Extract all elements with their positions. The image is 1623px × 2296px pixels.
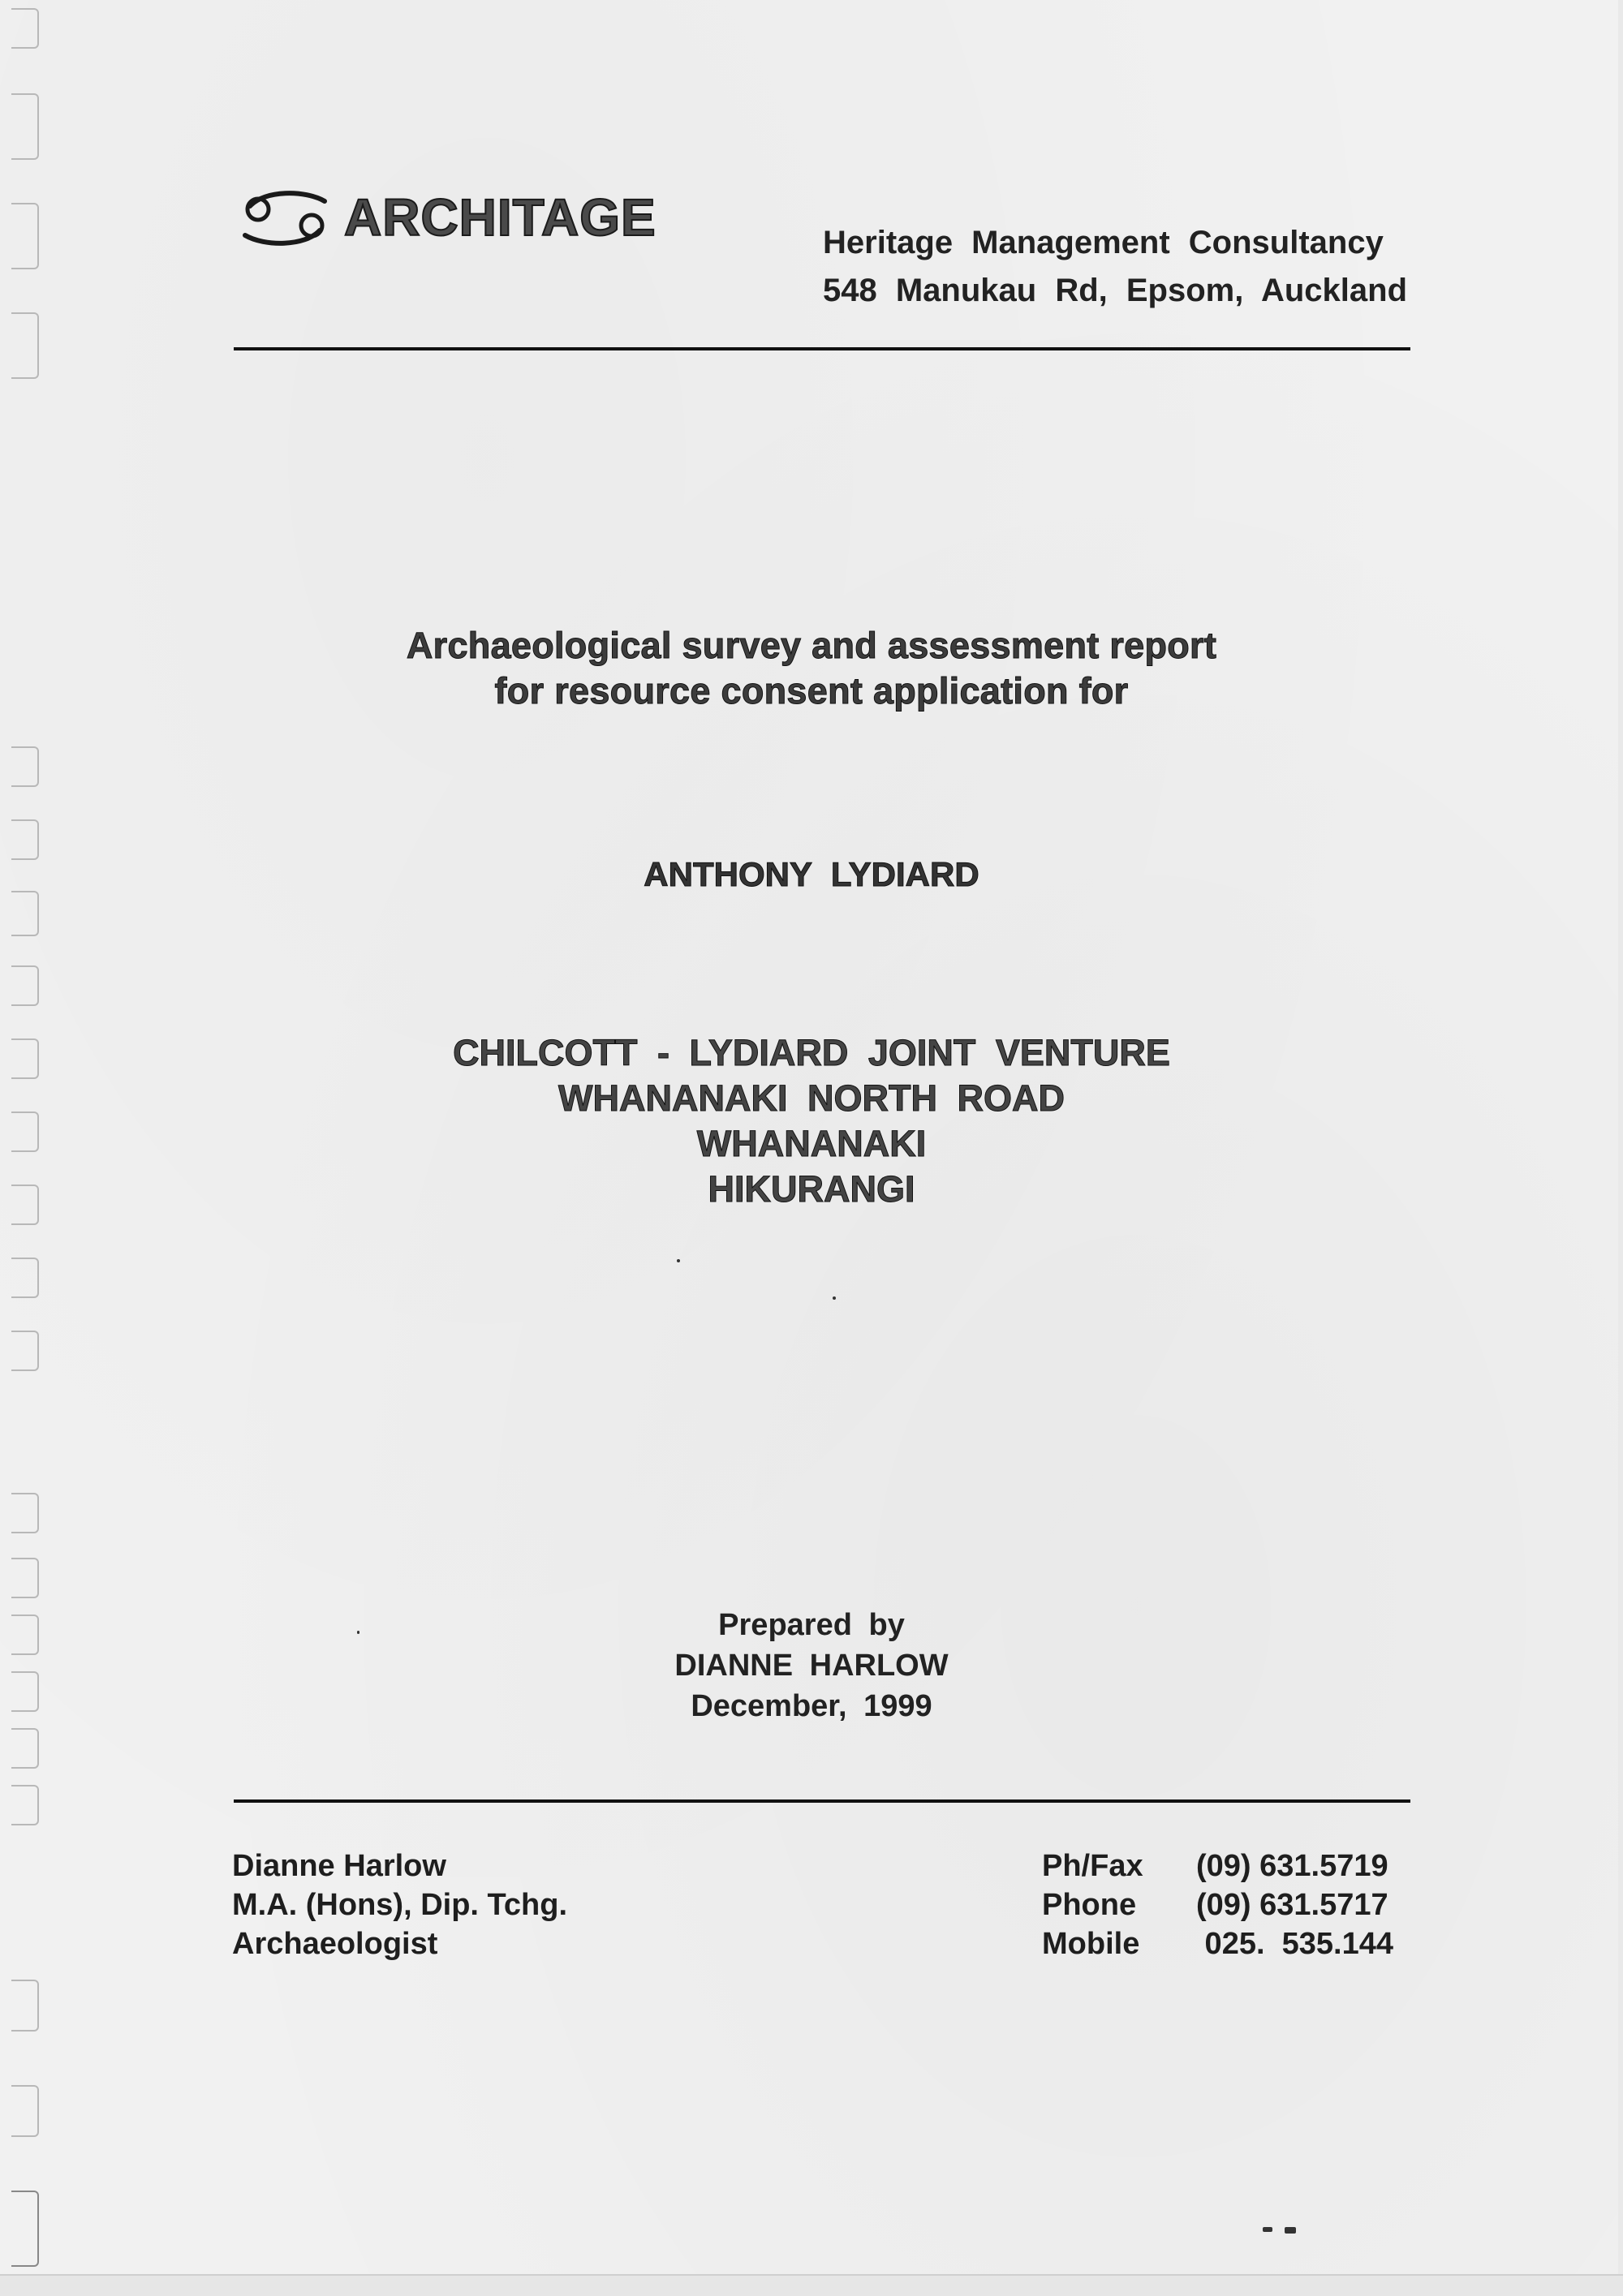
prepared-by-author: DIANNE HARLOW [674, 1649, 949, 1683]
prepared-by-label: Prepared by [718, 1608, 905, 1642]
contact-row-mobile [1042, 1924, 1393, 1963]
project-line: HIKURANGI [708, 1168, 915, 1210]
prepared-by-block [0, 1605, 1623, 1726]
binding-hole [11, 1728, 39, 1769]
binding-hole [11, 965, 39, 1006]
contact-label: Phone [1042, 1888, 1137, 1922]
author-name: Dianne Harlow [232, 1849, 446, 1883]
firm-tagline: Heritage Management Consultancy [823, 225, 1384, 260]
binding-hole [11, 1558, 39, 1598]
report-title [0, 623, 1623, 714]
client-name-text: ANTHONY LYDIARD [644, 855, 979, 893]
firm-info [823, 219, 1407, 315]
binding-hole [11, 1493, 39, 1533]
footer-divider [234, 1799, 1410, 1803]
binding-hole [11, 1258, 39, 1298]
project-details [0, 1030, 1623, 1212]
binding-hole [11, 1980, 39, 2032]
page-edge [0, 2274, 1623, 2296]
scan-speck [677, 1259, 680, 1262]
project-line: WHANANAKI [696, 1123, 927, 1164]
contact-row-phone [1042, 1885, 1393, 1924]
author-qualifications: M.A. (Hons), Dip. Tchg. [232, 1888, 568, 1922]
author-credentials [232, 1847, 567, 1963]
contact-label: Mobile [1042, 1927, 1140, 1961]
contact-details [1042, 1847, 1393, 1963]
report-title-line: for resource consent application for [494, 670, 1129, 712]
contact-row-phfax [1042, 1847, 1393, 1885]
scan-speck [1263, 2227, 1272, 2232]
binding-hole [11, 2191, 39, 2267]
binding-hole [11, 2085, 39, 2137]
binding-hole [11, 203, 39, 269]
binding-hole [11, 93, 39, 160]
contact-value: (09) 631.5717 [1196, 1888, 1388, 1922]
contact-label: Ph/Fax [1042, 1849, 1143, 1883]
client-name [0, 853, 1623, 896]
contact-value: 025. 535.144 [1196, 1927, 1393, 1961]
project-line: WHANANAKI NORTH ROAD [558, 1077, 1065, 1119]
cancer-zodiac-icon [240, 188, 329, 247]
author-role: Archaeologist [232, 1927, 438, 1961]
prepared-date: December, 1999 [691, 1689, 932, 1723]
scan-speck [1285, 2227, 1296, 2234]
binding-hole [11, 1331, 39, 1371]
binding-hole [11, 312, 39, 379]
company-logo [240, 188, 657, 247]
contact-value: (09) 631.5719 [1196, 1849, 1388, 1883]
binding-hole [11, 1785, 39, 1825]
project-line: CHILCOTT - LYDIARD JOINT VENTURE [453, 1032, 1170, 1073]
report-title-line: Archaeological survey and assessment report [406, 625, 1217, 666]
company-name: ARCHITAGE [344, 188, 657, 247]
firm-address: 548 Manukau Rd, Epsom, Auckland [823, 273, 1408, 308]
binding-hole [11, 8, 39, 49]
scan-speck [833, 1296, 836, 1300]
binding-hole [11, 746, 39, 787]
header-divider [234, 347, 1410, 350]
binding-hole [11, 891, 39, 936]
